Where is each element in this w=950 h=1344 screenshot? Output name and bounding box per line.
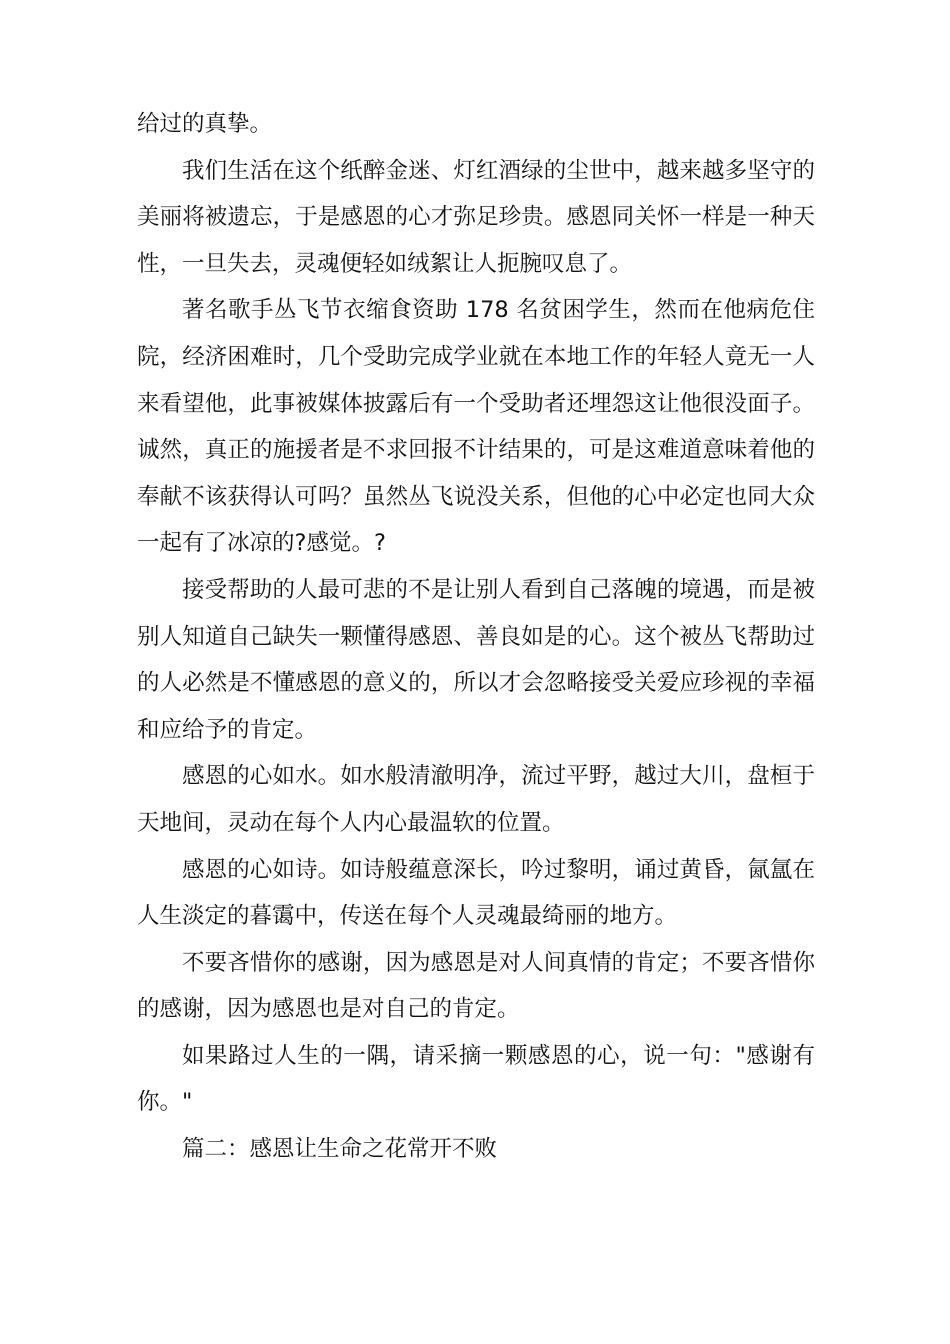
- document-body: [137, 101, 815, 1173]
- paragraph: 接受帮助的人最可悲的不是让别人看到自己落魄的境遇，而是被别人知道自己缺失一颗懂得感恩、善良如是的心。这个被丛飞帮助过的人必然是不懂感恩的意义的，所以才会忽略接受关爱应珍视的幸福和应给予的肯定。: [137, 576, 815, 743]
- paragraph: 感恩的心如诗。如诗般蕴意深长，吟过黎明，诵过黄昏，氤氲在人生淡定的暮霭中，传送在每个人灵魂最绮丽的地方。: [137, 856, 815, 930]
- paragraph: 著名歌手丛飞节衣缩食资助 178 名贫困学生，然而在他病危住院，经济困难时，几个受助完成学业就在本地工作的年轻人竟无一人来看望他，此事被媒体披露后有一个受助者还埋怨这让他很没面子。诚然，真正的施援者是不求回报不计结果的，可是这难道意味着他的奉献不该获得认可吗？虽然丛飞说没关系，但他的心中必定也同大众一起有了冰凉的?感觉。?: [137, 297, 815, 557]
- section-heading: 篇二：感恩让生命之花常开不败: [182, 1136, 498, 1163]
- paragraph: 我们生活在这个纸醉金迷、灯红酒绿的尘世中，越来越多坚守的美丽将被遗忘，于是感恩的心才弥足珍贵。感恩同关怀一样是一种天性，一旦失去，灵魂便轻如绒絮让人扼腕叹息了。: [137, 157, 815, 277]
- paragraph-continuation: 给过的真挚。: [137, 111, 273, 137]
- paragraph: 不要吝惜你的感谢，因为感恩是对人间真情的肯定；不要吝惜你的感谢，因为感恩也是对自己的肯定。: [137, 949, 815, 1023]
- paragraph: 感恩的心如水。如水般清澈明净，流过平野，越过大川，盘桓于天地间，灵动在每个人内心最温软的位置。: [137, 763, 815, 836]
- paragraph: 如果路过人生的一隅，请采摘一颗感恩的心，说一句："感谢有你。": [137, 1042, 815, 1116]
